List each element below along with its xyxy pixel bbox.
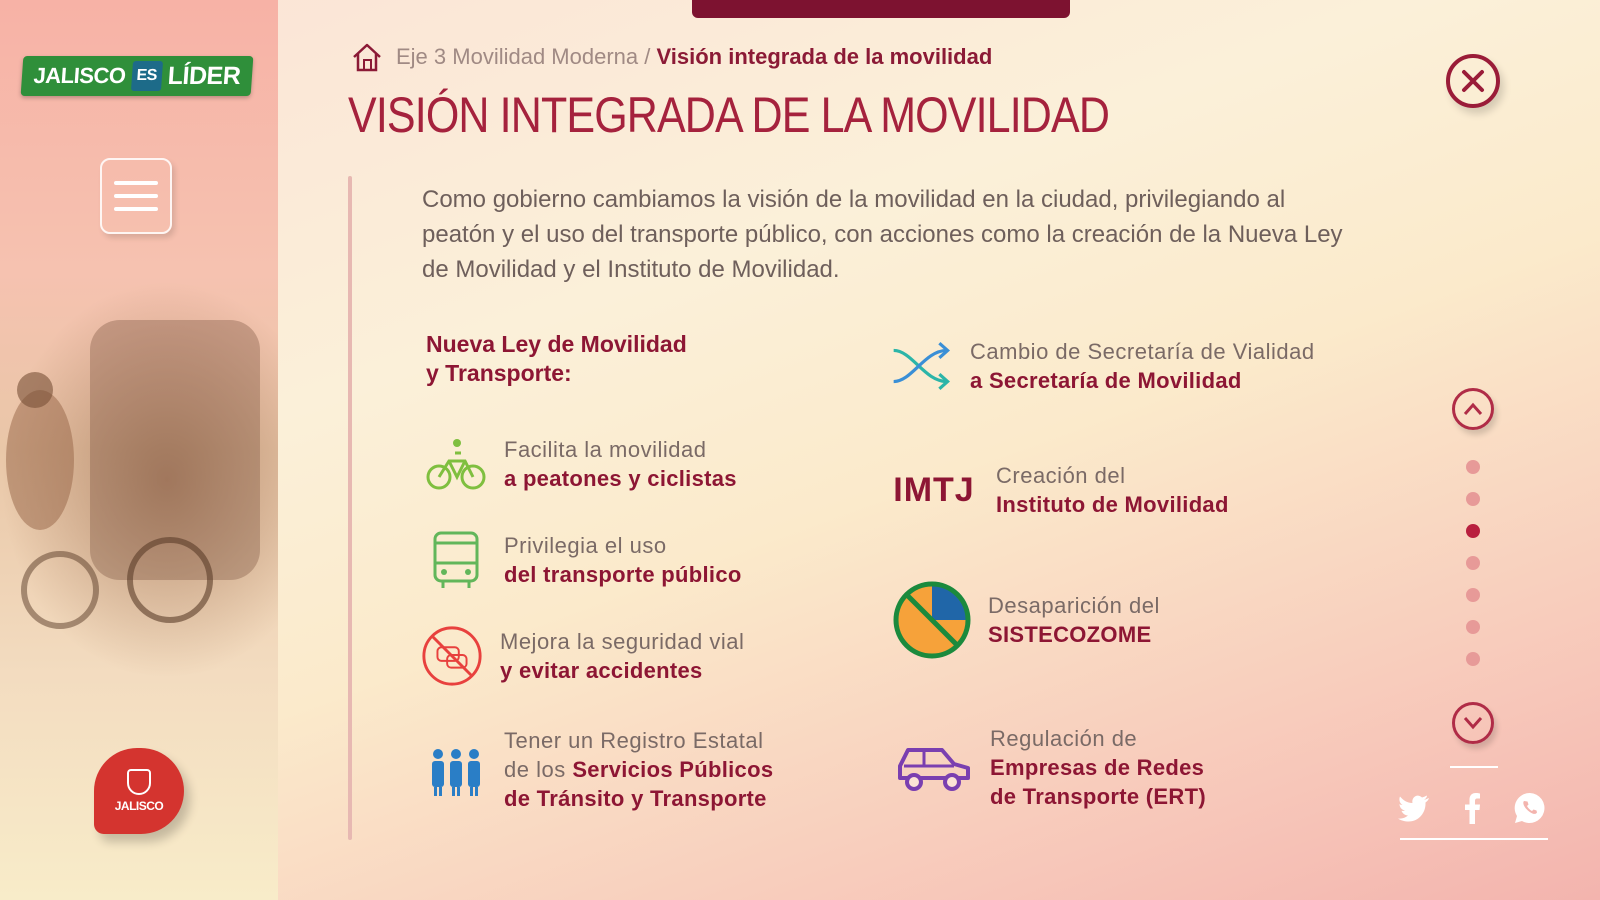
car-icon (894, 736, 974, 800)
menu-bar-icon (114, 207, 158, 211)
item-text: Cambio de Secretaría de Vialidad (970, 339, 1315, 364)
menu-bar-icon (114, 194, 158, 198)
twitter-icon[interactable] (1396, 790, 1432, 826)
item-text: Facilita la movilidad (504, 437, 707, 462)
item-text: Mejora la seguridad vial (500, 629, 745, 654)
breadcrumb-separator: / (638, 44, 657, 69)
menu-bar-icon (114, 181, 158, 185)
item-text: de los (504, 757, 573, 782)
item-text-bold: de Tránsito y Transporte (504, 786, 767, 811)
item-text-bold: Servicios Públicos (572, 757, 774, 782)
law-heading-line2: y Transporte: (426, 360, 572, 386)
seal-label: JALISCO (114, 799, 164, 813)
item-text: Regulación de (990, 726, 1138, 751)
intro-paragraph: Como gobierno cambiamos la visión de la movilidad en la ciudad, privilegiando al peatón y el uso del transporte público, con acciones como la creación de la Nueva Ley de Movilidad y el Instituto de Movilidad. (422, 186, 1343, 283)
item-text-bold: a peatones y ciclistas (504, 466, 737, 491)
item-text: Creación del (996, 463, 1126, 488)
imtj-logo (888, 458, 980, 522)
prohibited-icon (892, 580, 972, 660)
close-icon (1460, 68, 1486, 94)
item-text-bold: Instituto de Movilidad (996, 492, 1229, 517)
page-dots (1466, 460, 1480, 666)
close-button[interactable] (1446, 54, 1500, 108)
item-text-bold: Empresas de Redes (990, 755, 1205, 780)
imtj-logo-text: IMTJ (893, 470, 975, 509)
list-item-instituto (888, 458, 1229, 522)
scroll-down-button[interactable] (1452, 702, 1494, 744)
home-icon[interactable] (350, 40, 384, 74)
logo-word-es: ES (130, 61, 162, 91)
page-dot[interactable] (1466, 620, 1480, 634)
whatsapp-icon[interactable] (1512, 790, 1548, 826)
logo-word-lider: LÍDER (166, 61, 242, 90)
top-accent-bar (692, 0, 1070, 18)
no-accident-icon (420, 624, 484, 688)
item-text: Tener un Registro Estatal (504, 728, 764, 753)
list-item-state-registry (424, 726, 773, 813)
list-item-ert (894, 724, 1206, 811)
chevron-up-icon (1463, 402, 1483, 416)
item-text-bold: y evitar accidentes (500, 658, 703, 683)
list-item-cyclists (424, 432, 737, 496)
social-divider (1400, 838, 1548, 840)
list-item-road-safety (420, 624, 744, 688)
item-text-bold: de Transporte (ERT) (990, 784, 1206, 809)
content-divider (348, 176, 352, 840)
page-dot-active[interactable] (1466, 524, 1480, 538)
item-text-bold: SISTECOZOME (988, 622, 1152, 647)
scroll-up-button[interactable] (1452, 388, 1494, 430)
logo-word-jalisco: JALISCO (32, 63, 127, 88)
jalisco-government-seal[interactable] (94, 748, 184, 834)
item-text: Privilegia el uso (504, 533, 667, 558)
page-title: VISIÓN INTEGRADA DE LA MOVILIDAD (348, 87, 1110, 143)
bus-icon (424, 528, 488, 592)
item-text-bold: del transporte público (504, 562, 742, 587)
item-text: Desaparición del (988, 593, 1160, 618)
page-dot[interactable] (1466, 460, 1480, 474)
breadcrumb (350, 40, 992, 74)
shuffle-icon (890, 334, 954, 398)
breadcrumb-current: Visión integrada de la movilidad (656, 44, 993, 69)
facebook-icon[interactable] (1454, 790, 1490, 826)
law-heading-line1: Nueva Ley de Movilidad (426, 331, 687, 357)
sidebar (0, 0, 278, 900)
chevron-down-icon (1463, 716, 1483, 730)
crest-icon (127, 769, 151, 795)
item-text-bold: a Secretaría de Movilidad (970, 368, 1242, 393)
page-dot[interactable] (1466, 588, 1480, 602)
breadcrumb-section[interactable]: Eje 3 Movilidad Moderna (396, 44, 639, 69)
divider-line (1450, 766, 1498, 768)
list-item-secretaria (890, 334, 1315, 398)
list-item-public-transport (424, 528, 742, 592)
jalisco-es-lider-logo[interactable] (21, 56, 254, 96)
law-heading (426, 330, 687, 388)
page-dot[interactable] (1466, 492, 1480, 506)
cyclist-photo (0, 280, 278, 680)
hamburger-menu-button[interactable] (100, 158, 172, 234)
bicycle-icon (424, 432, 488, 496)
page-dot[interactable] (1466, 556, 1480, 570)
people-icon (424, 738, 488, 802)
list-item-sistecozome (892, 580, 1160, 660)
page-dot[interactable] (1466, 652, 1480, 666)
